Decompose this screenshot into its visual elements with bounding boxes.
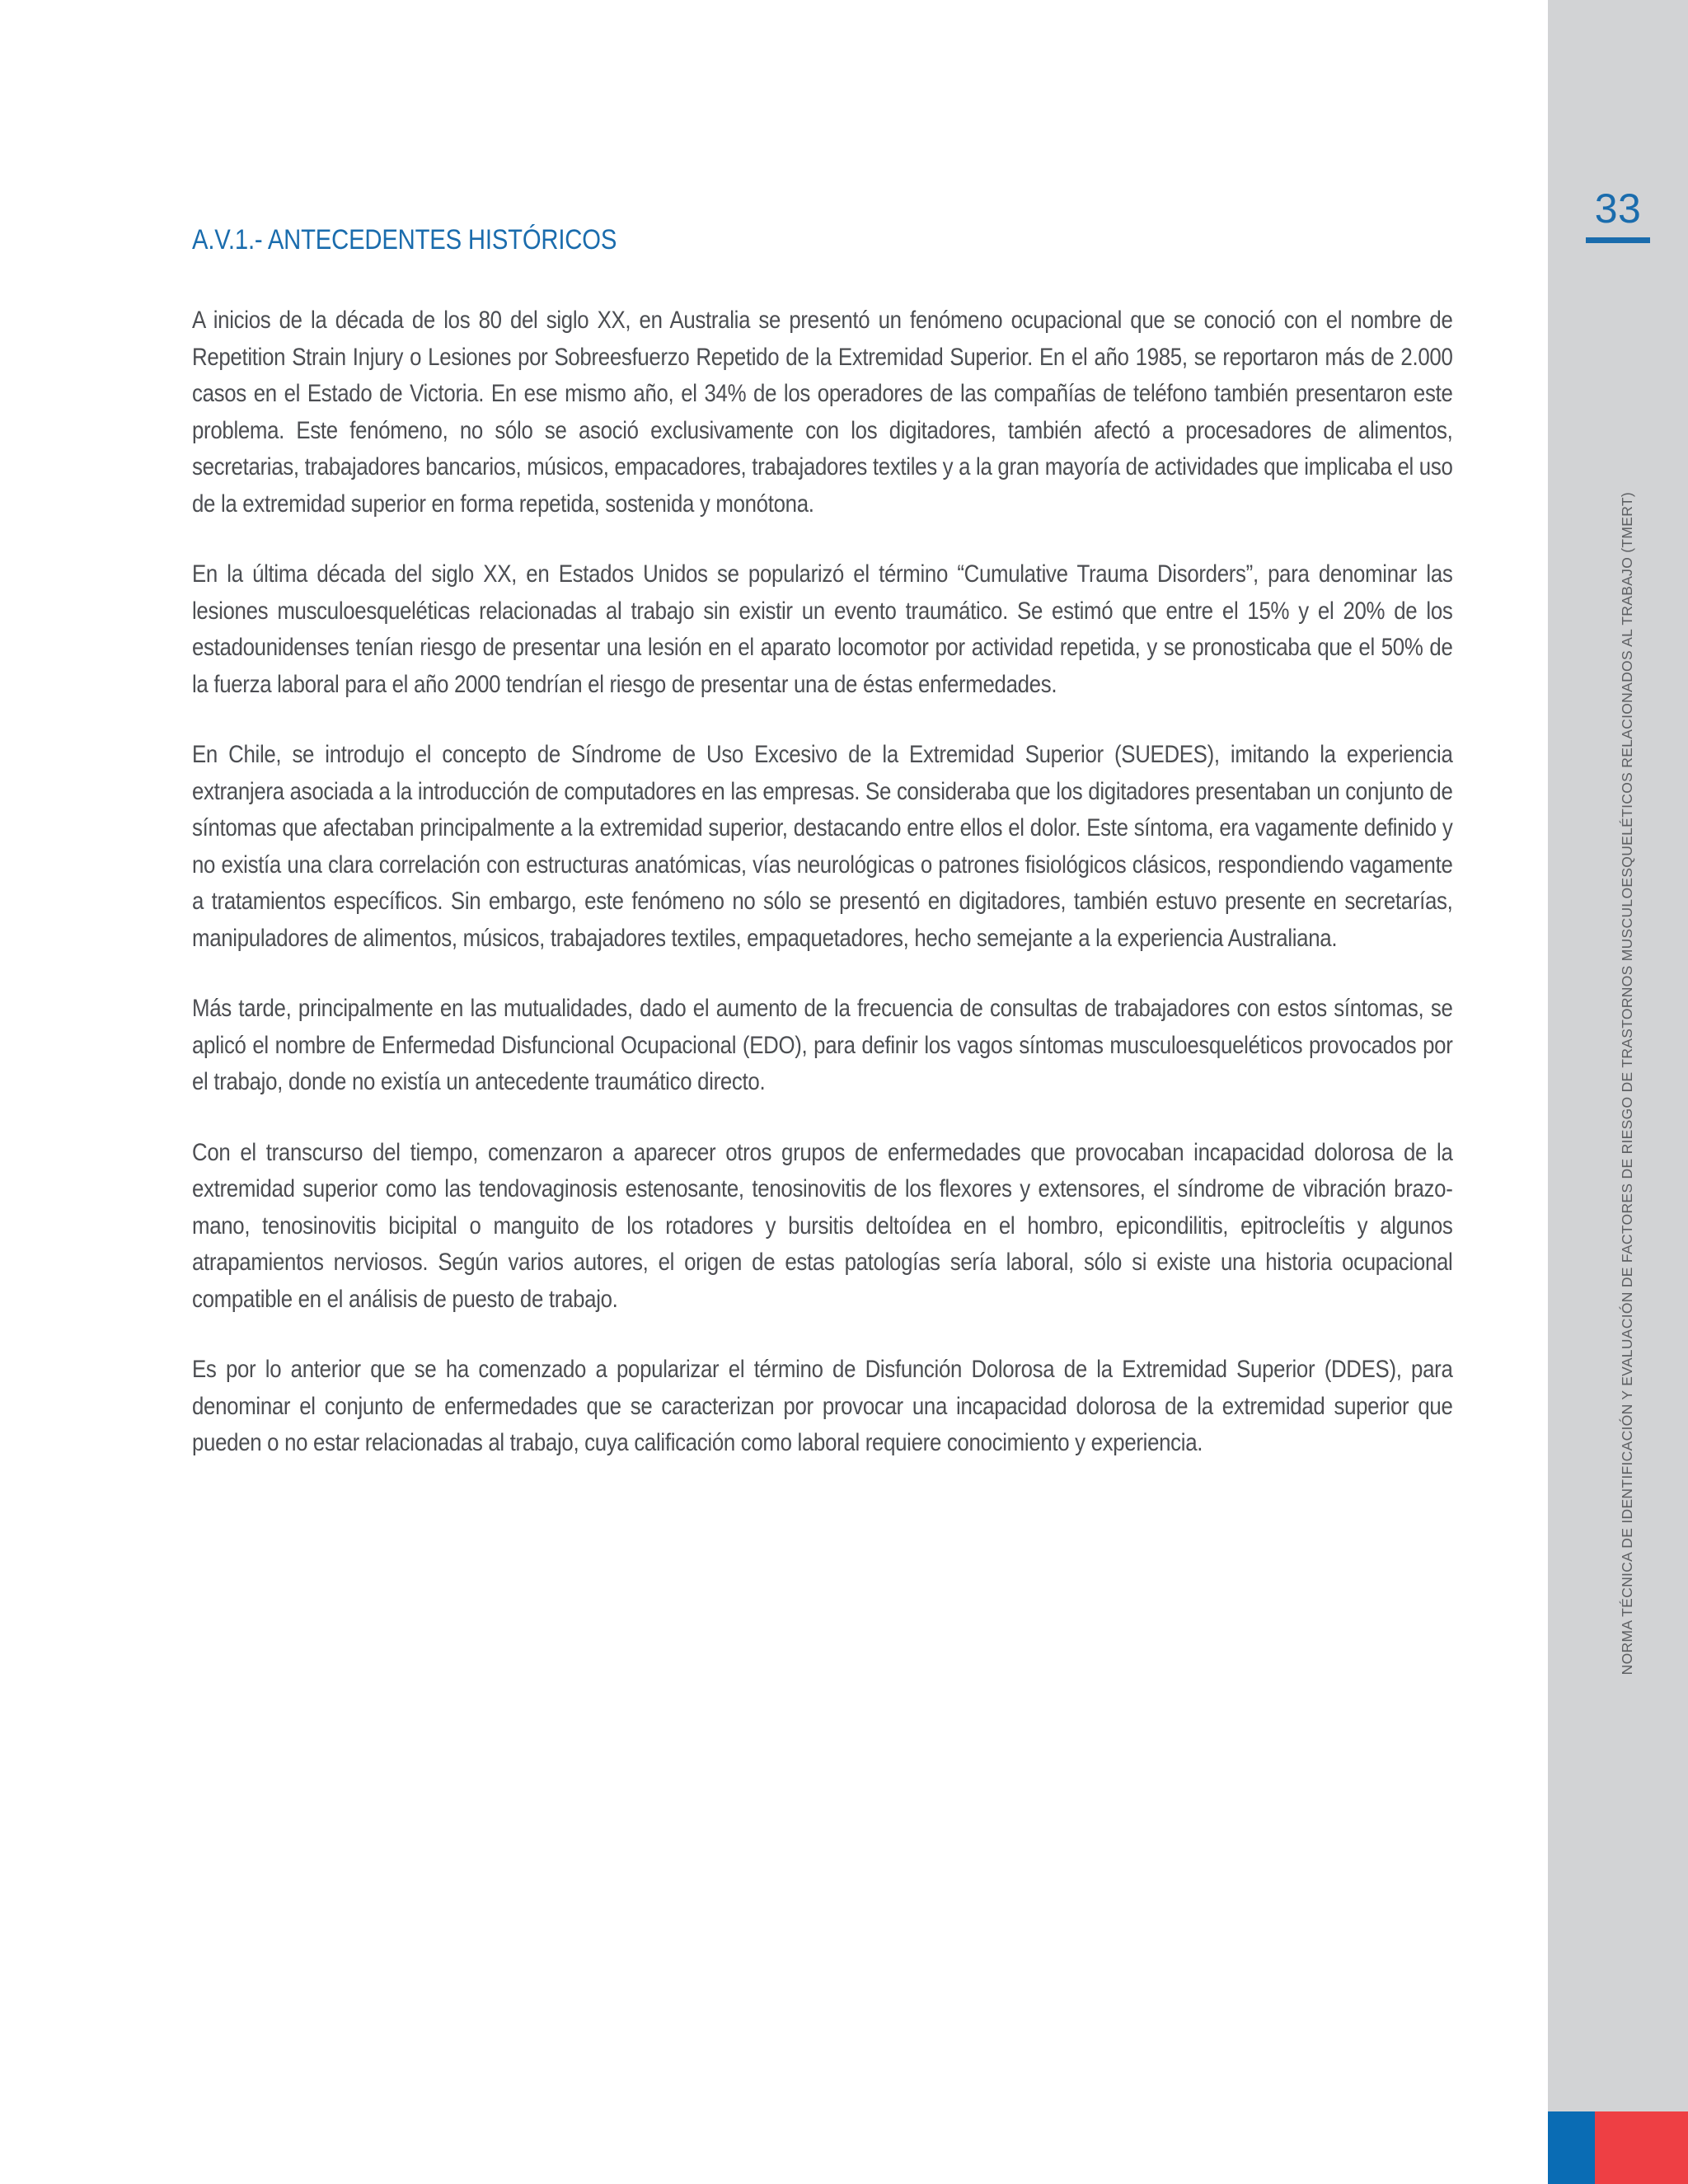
page-title: A.V.1.- ANTECEDENTES HISTÓRICOS: [192, 224, 617, 255]
body-paragraph: En la última década del siglo XX, en Estados Unidos se popularizó el término “Cumulative Trauma Disorders”, para denominar las lesiones musculoesqueléticas relacionadas al trabajo sin existir un evento traumático. Se estimó que entre el 15% y el 20% de los estadounidenses tenían riesgo de presentar una lesión en el aparato locomotor por actividad repetida, y se pronosticaba que el 50% de la fuerza laboral para el año 2000 tendrían el riesgo de presentar una de éstas enfermedades.: [192, 560, 1453, 698]
page-side-rail: [1548, 0, 1688, 2184]
body-paragraph: Con el transcurso del tiempo, comenzaron a aparecer otros grupos de enfermedades que provocaban incapacidad dolorosa de la extremidad superior como las tendovaginosis estenosante, tenosinovitis de los flexores y extensores, el síndrome de vibración brazo-mano, tenosinovitis bicipital o manguito de los rotadores y bursitis deltoídea en el hombro, epicondilitis, epitrocleítis y algunos atrapamientos nerviosos. Según varios autores, el origen de estas patologías sería laboral, sólo si existe una historia ocupacional compatible en el análisis de puesto de trabajo.: [192, 1138, 1453, 1313]
flag-bar-blue: [1548, 2111, 1595, 2184]
body-paragraph: Más tarde, principalmente en las mutualidades, dado el aumento de la frecuencia de consultas de trabajadores con estos síntomas, se aplicó el nombre de Enfermedad Disfuncional Ocupacional (EDO), para definir los vagos síntomas musculoesqueléticos provocados por el trabajo, donde no existía un antecedente traumático directo.: [192, 995, 1453, 1095]
rail-vertical-title-text: NORMA TÉCNICA DE IDENTIFICACIÓN Y EVALUACIÓN DE FACTORES DE RIESGO DE TRASTORNOS MUSCULOESQUELÉTICOS RELACIONADOS AL TRABAJO (TMERT): [1619, 492, 1635, 1675]
page-content: [192, 224, 1453, 1462]
page-number: 33: [1594, 185, 1642, 232]
flag-bar-red: [1595, 2111, 1688, 2184]
flag-bars: [1548, 2111, 1688, 2184]
body-paragraph: En Chile, se introdujo el concepto de Síndrome de Uso Excesivo de la Extremidad Superior (SUEDES), imitando la experiencia extranjera asociada a la introducción de computadores en las empresas. Se consideraba que los digitadores presentaban un conjunto de síntomas que afectaban principalmente a la extremidad superior, destacando entre ellos el dolor. Este síntoma, era vagamente definido y no existía una clara correlación con estructuras anatómicas, vías neurológicas o patrones fisiológicos clásicos, respondiendo vagamente a tratamientos específicos. Sin embargo, este fenómeno no sólo se presentó en digitadores, también estuvo presente en secretarías, manipuladores de alimentos, músicos, trabajadores textiles, empaquetadores, hecho semejante a la experiencia Australiana.: [192, 741, 1453, 952]
body-paragraph: A inicios de la década de los 80 del siglo XX, en Australia se presentó un fenómeno ocupacional que se conoció con el nombre de Repetition Strain Injury o Lesiones por Sobreesfuerzo Repetido de la Extremidad Superior. En el año 1985, se reportaron más de 2.000 casos en el Estado de Victoria. En ese mismo año, el 34% de los operadores de las compañías de teléfono también presentaron este problema. Este fenómeno, no sólo se asoció exclusivamente con los digitadores, también afectó a procesadores de alimentos, secretarias, trabajadores bancarios, músicos, empacadores, trabajadores textiles y a la gran mayoría de actividades que implicaba el uso de la extremidad superior en forma repetida, sostenida y monótona.: [192, 307, 1453, 518]
rail-vertical-title: [1548, 0, 1688, 1994]
body-paragraph: Es por lo anterior que se ha comenzado a popularizar el término de Disfunción Dolorosa de la Extremidad Superior (DDES), para denominar el conjunto de enfermedades que se caracterizan por provocar una incapacidad dolorosa de la extremidad superior que pueden o no estar relacionadas al trabajo, cuya calificación como laboral requiere conocimiento y experiencia.: [192, 1356, 1453, 1456]
